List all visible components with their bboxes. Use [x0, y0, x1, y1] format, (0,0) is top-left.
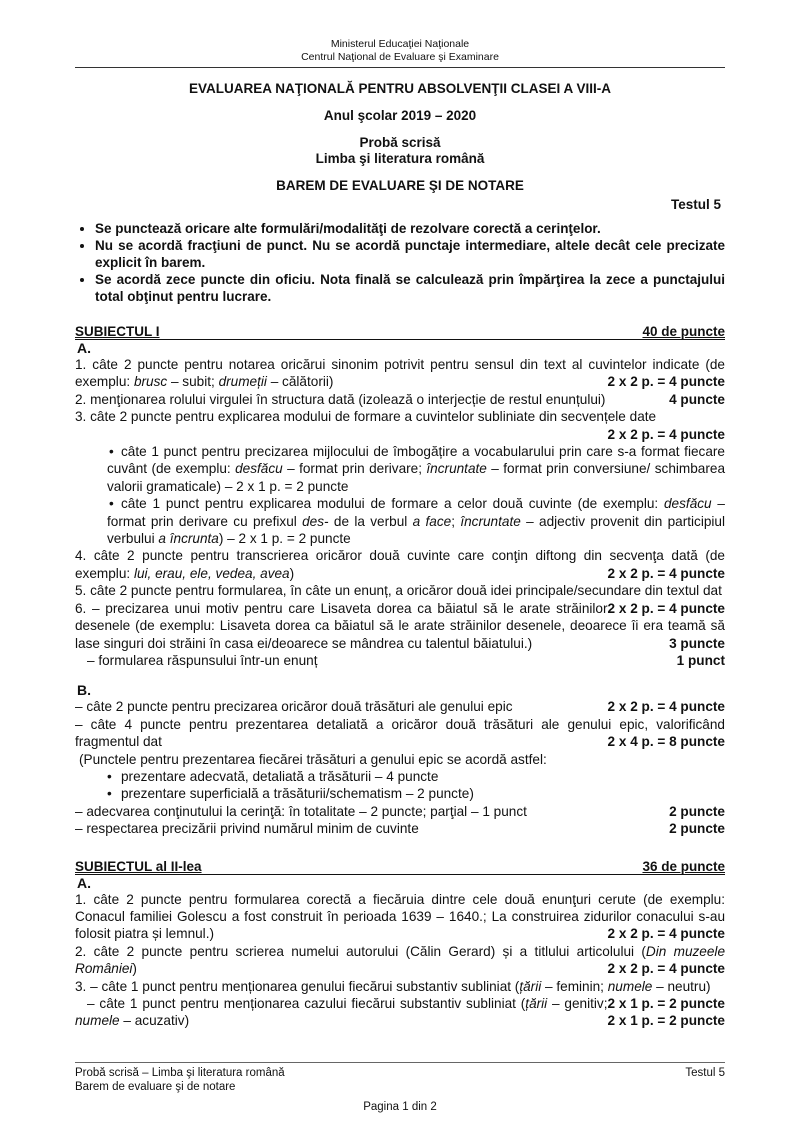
- item-points: 3 puncte: [669, 635, 725, 651]
- ministry-name: Ministerul Educaţiei Naţionale: [330, 38, 470, 50]
- item-3: 3. câte 2 puncte pentru explicarea modului de formare a cuvintelor subliniate din secvențele date: [75, 409, 657, 425]
- section-title: SUBIECTUL I: [75, 324, 160, 339]
- section-points: 40 de puncte: [642, 324, 725, 339]
- barem-title: BAREM DE EVALUARE ŞI DE NOTARE: [276, 178, 524, 193]
- header-divider: [75, 67, 725, 68]
- footer-divider: [75, 1062, 725, 1063]
- item-points: 2 puncte: [669, 821, 725, 837]
- item-points: 2 x 2 p. = 4 puncte: [607, 961, 725, 977]
- part-b-note-bullet: • prezentare superficială a trăsăturii/schematism – 2 puncte): [107, 786, 474, 802]
- s2-item-2: 2. câte 2 puncte pentru scrierea numelui autorului (Călin Gerard) și a titlului articolului (Din muzeele României) 2 x 2 p. = 4 puncte: [75, 943, 726, 977]
- item-6: 6. – precizarea unui motiv pentru care Lisaveta dorea ca băiatul să le arate străinilor desenele (de exemplu: Lisaveta dorea ca băiatul să le arate străinilor desenele, deoarece îi era teamă să lase singuri doi străini în casa ei/deoarece se mândrea cu talentul băiatului.) 3 puncte: [75, 600, 725, 651]
- center-name: Centrul Naţional de Evaluare şi Examinare: [301, 51, 499, 63]
- item-1: 1. câte 2 puncte pentru notarea oricărui sinonim potrivit pentru sensul din text al cuvintelor indicate (de exemplu: brusc – subit; drumeții – călătorii) 2 x 2 p. = 4 puncte: [75, 357, 725, 390]
- item-points: 2 puncte: [669, 803, 725, 819]
- item-points: 4 puncte: [669, 391, 725, 407]
- s2-item-3a: 3. – câte 1 punct pentru menționarea genului fiecărui substantiv subliniat (țării – feminin; numele – neutru) 2 x 1 p. = 2 puncte: [75, 978, 725, 1011]
- section-points: 36 de puncte: [642, 858, 725, 874]
- test-number: Testul 5: [670, 197, 721, 212]
- item-points: 2 x 2 p. = 4 puncte: [607, 565, 725, 581]
- item-points: 2 x 2 p. = 4 puncte: [607, 926, 725, 942]
- part-b-item-2: – câte 4 puncte pentru prezentarea detaliată a oricăror două trăsături ale genului epic, valorificând fragmentul dat 2 x 4 p. = 8 puncte: [75, 716, 725, 750]
- rule-item: • Nu se acordă fracţiuni de punct. Nu se acordă punctaje intermediare, altele decât cele precizate explicit în barem.: [95, 237, 725, 271]
- item-points: 2 x 4 p. = 8 puncte: [607, 734, 725, 750]
- part-b-item-1: – câte 2 puncte pentru precizarea oricăror două trăsături ale genului epic 2 x 2 p. = 4 puncte: [75, 699, 725, 715]
- page-number: Pagina 1 din 2: [363, 1101, 437, 1113]
- document-footer: [75, 1066, 725, 1114]
- part-b-item-4: – respectarea precizării privind numărul minim de cuvinte 2 puncte: [75, 821, 725, 837]
- part-b-item-3: – adecvarea conţinutului la cerinţă: în totalitate – 2 puncte; parţial – 1 punct 2 puncte: [75, 803, 725, 819]
- item-points: 1 punct: [676, 652, 725, 668]
- part-b-note: (Punctele pentru prezentarea fiecărei trăsături a genului epic se acordă astfel:: [79, 751, 547, 767]
- item-points: 2 x 1 p. = 2 puncte: [607, 1013, 725, 1029]
- footer-barem: Barem de evaluare şi de notare: [75, 1081, 236, 1093]
- item-3-bullet-1: • câte 1 punct pentru precizarea mijlocului de îmbogățire a vocabularului prin care s-a format fiecare cuvânt (de exemplu: desfăcu – format prin derivare; încruntate – format prin conversiune/ schimbarea valorii gramaticale) – 2 x 1 p. = 2 puncte: [107, 444, 726, 494]
- part-b-label: B.: [77, 682, 91, 699]
- item-3-bullet-2: • câte 1 punct pentru explicarea modului de formare a celor două cuvinte (de exemplu: desfăcu – format prin derivare cu prefixul des- de la verbul a face; încruntate – adjectiv provenit din participiul verbului a încrunta) – 2 x 1 p. = 2 puncte: [107, 496, 726, 547]
- document-header: [75, 38, 725, 64]
- proba-label: Probă scrisă: [359, 135, 441, 150]
- exam-title: EVALUAREA NAŢIONALĂ PENTRU ABSOLVENŢII CLASEI A VIII-A: [188, 81, 611, 96]
- section-heading-subiect-1: [75, 324, 725, 340]
- rule-item: • Se acordă zece puncte din oficiu. Nota finală se calculează prin împărţirea la zece a punctajului total obţinut pentru lucrare.: [95, 271, 725, 305]
- item-2: 2. menţionarea rolului virgulei în structura dată (izolează o interjecție de restul enunțului) 4 puncte: [75, 391, 725, 407]
- section-title: SUBIECTUL al II-lea: [75, 858, 202, 874]
- footer-test: Testul 5: [685, 1067, 725, 1079]
- rule-item: • Se punctează oricare alte formulări/modalităţi de rezolvare corectă a cerinţelor.: [95, 220, 725, 237]
- part-a-label: A.: [77, 340, 91, 356]
- s2-item-3b: – câte 1 punct pentru menționarea cazului fiecărui substantiv subliniat (țării – genitiv; numele – acuzativ) 2 x 1 p. = 2 puncte: [75, 996, 725, 1029]
- item-points: 2 x 2 p. = 4 puncte: [607, 600, 725, 616]
- part-b-note-bullet: • prezentare adecvată, detaliată a trăsăturii – 4 puncte: [107, 768, 439, 784]
- item-5: 5. câte 2 puncte pentru formularea, în câte un enunț, a oricăror două idei principale/secundare din textul dat 2 x 2 p. = 4 puncte: [75, 583, 725, 616]
- subject-label: Limba şi literatura română: [315, 151, 485, 166]
- item-points: 2 x 2 p. = 4 puncte: [607, 426, 725, 442]
- item-points: 2 x 1 p. = 2 puncte: [607, 996, 725, 1011]
- footer-exam: Probă scrisă – Limba şi literatura română: [75, 1067, 285, 1079]
- item-4: 4. câte 2 puncte pentru transcrierea oricăror două cuvinte care conţin diftong din secvenţa dată (de exemplu: lui, erau, ele, vedea, avea) 2 x 2 p. = 4 puncte: [75, 548, 725, 581]
- school-year: Anul şcolar 2019 – 2020: [323, 108, 477, 123]
- document-page: [75, 0, 725, 1030]
- item-points: 2 x 2 p. = 4 puncte: [607, 374, 725, 390]
- section-heading-subiect-2: [75, 859, 725, 875]
- exam-type: [75, 135, 725, 167]
- part-a-label: A.: [77, 874, 91, 891]
- s2-item-1: 1. câte 2 puncte pentru formularea corectă a fiecăruia dintre cele două enunţuri cerute (de exemplu: Conacul familiei Golescu a fost construit în perioada 1639 – 1640.; La construirea zidurilor conacului s-au folosit piatra și lemnul.) 2 x 2 p. = 4 puncte: [75, 891, 725, 942]
- item-6-b: – formularea răspunsului într-un enunț 1 punct: [87, 652, 725, 668]
- general-rules-list: [75, 220, 725, 305]
- item-points: 2 x 2 p. = 4 puncte: [607, 699, 725, 715]
